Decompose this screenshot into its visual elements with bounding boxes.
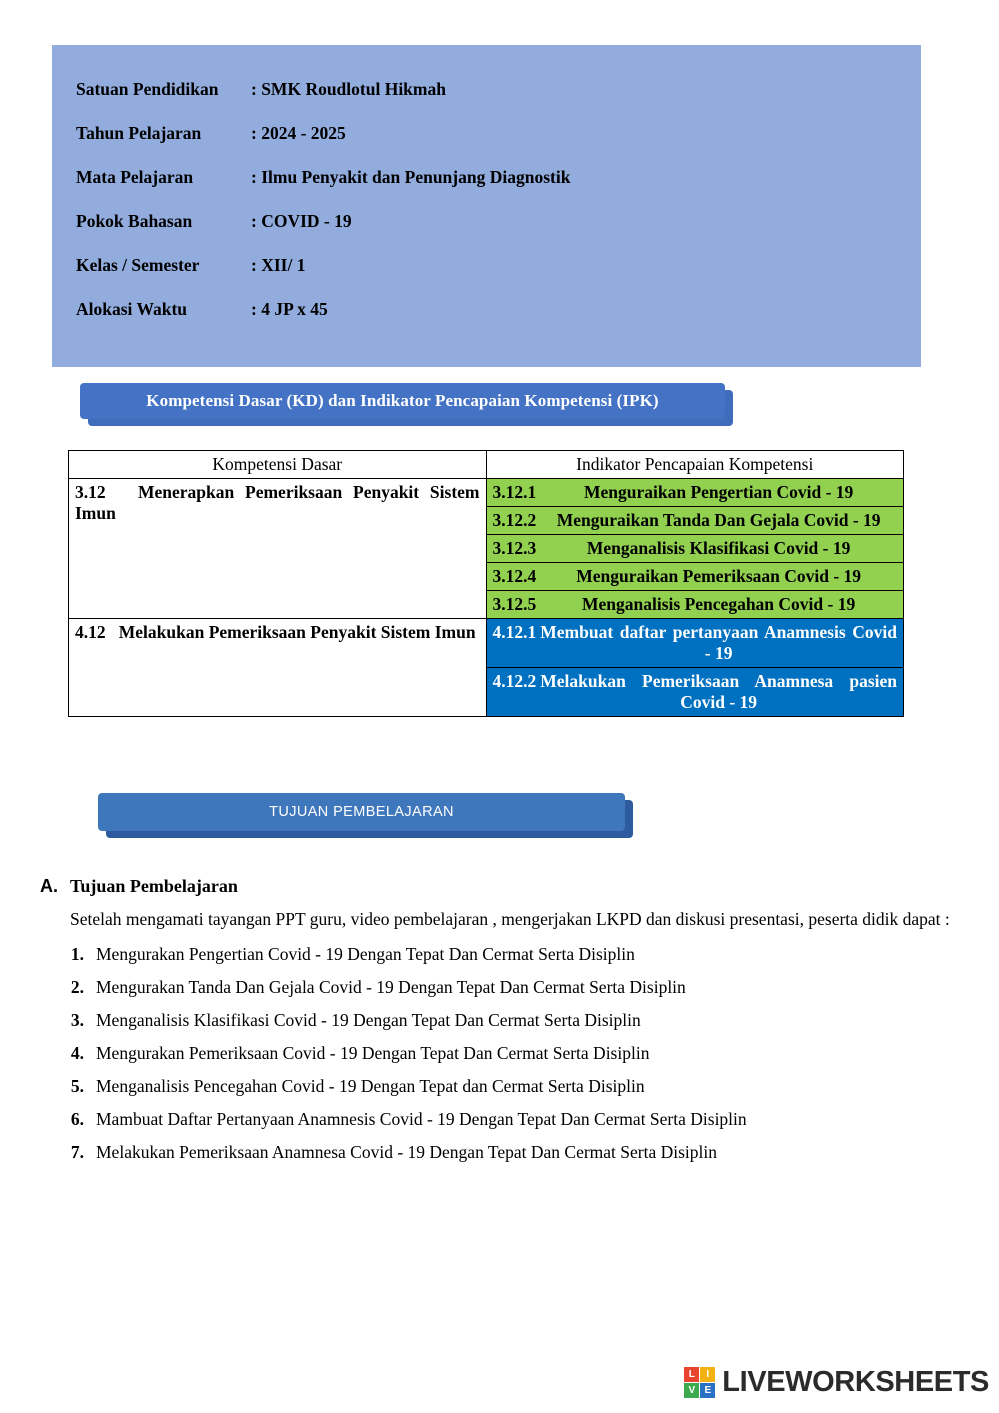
info-label: Satuan Pendidikan xyxy=(76,79,219,99)
info-row xyxy=(76,123,921,144)
info-row xyxy=(76,79,921,100)
liveworksheets-mark-icon xyxy=(684,1367,715,1398)
ipk-code: 4.12.1 xyxy=(492,622,537,642)
ipk-code: 3.12.4 xyxy=(492,566,537,586)
header-info-box xyxy=(52,45,921,367)
list-item-number: 7. xyxy=(70,1142,84,1163)
section-letter: A. xyxy=(40,876,58,896)
list-item-label: Menganalisis Klasifikasi Covid - 19 Dengan Tepat Dan Cermat Serta Disiplin xyxy=(96,1010,641,1031)
page-title: Tujuan Pembelajaran xyxy=(70,876,238,896)
list-item-label: Mengurakan Pemeriksaan Covid - 19 Dengan Tepat Dan Cermat Serta Disiplin xyxy=(96,1043,650,1064)
info-label: Pokok Bahasan xyxy=(76,211,193,231)
list-item-label: Melakukan Pemeriksaan Anamnesa Covid - 19 Dengan Tepat Dan Cermat Serta Disiplin xyxy=(96,1142,718,1163)
list-item xyxy=(40,1109,950,1130)
info-value: : 2024 - 2025 xyxy=(251,123,346,143)
info-row xyxy=(76,211,921,232)
ipk-cell xyxy=(486,507,904,535)
ipk-text: Menganalisis Klasifikasi Covid - 19 xyxy=(586,538,851,558)
ipk-text: Melakukan Pemeriksaan Anamnesa pasien Covid - 19 xyxy=(540,671,897,712)
list-item-label: Mengurakan Tanda Dan Gejala Covid - 19 Dengan Tepat Dan Cermat Serta Disiplin xyxy=(96,977,686,998)
ipk-cell xyxy=(486,619,904,668)
info-label: Tahun Pelajaran xyxy=(76,123,202,143)
ipk-cell xyxy=(486,479,904,507)
info-row xyxy=(76,167,921,188)
list-item-label: Menganalisis Pencegahan Covid - 19 Dengan Tepat dan Cermat Serta Disiplin xyxy=(96,1076,645,1097)
ipk-code: 4.12.2 xyxy=(492,671,537,691)
tujuan-section xyxy=(40,876,950,1175)
ipk-text: Menguraikan Pemeriksaan Covid - 19 xyxy=(576,566,862,586)
ipk-text: Menguraikan Tanda Dan Gejala Covid - 19 xyxy=(556,510,881,530)
logo-tile-e: E xyxy=(700,1383,715,1398)
list-item xyxy=(40,1010,950,1031)
column-header-ipk: Indikator Pencapaian Kompetensi xyxy=(486,451,904,479)
info-value: : 4 JP x 45 xyxy=(251,299,328,319)
info-label: Mata Pelajaran xyxy=(76,167,194,187)
list-item-number: 3. xyxy=(70,1010,84,1031)
info-value: : SMK Roudlotul Hikmah xyxy=(251,79,446,99)
banner-tujuan-pembelajaran xyxy=(98,793,625,831)
banner-body xyxy=(80,383,725,419)
kd-number: 3.12 xyxy=(75,482,106,502)
logo-tile-v: V xyxy=(684,1383,699,1398)
list-item-label: Mengurakan Pengertian Covid - 19 Dengan Tepat Dan Cermat Serta Disiplin xyxy=(96,944,635,965)
ipk-code: 3.12.1 xyxy=(492,482,537,502)
liveworksheets-logo xyxy=(684,1366,989,1399)
ipk-code: 3.12.2 xyxy=(492,510,537,530)
ipk-text: Menguraikan Pengertian Covid - 19 xyxy=(583,482,854,502)
list-item-number: 1. xyxy=(70,944,84,965)
banner-label: Kompetensi Dasar (KD) dan Indikator Pencapaian Kompetensi (IPK) xyxy=(146,391,659,410)
list-item xyxy=(40,1076,950,1097)
info-label: Kelas / Semester xyxy=(76,255,200,275)
tujuan-list xyxy=(40,944,950,1163)
list-item xyxy=(40,1142,950,1163)
ipk-text: Menganalisis Pencegahan Covid - 19 xyxy=(582,594,856,614)
list-item-number: 2. xyxy=(70,977,84,998)
logo-tile-i: I xyxy=(700,1367,715,1382)
list-item xyxy=(40,944,950,965)
ipk-cell xyxy=(486,563,904,591)
table-row xyxy=(69,619,904,668)
info-row xyxy=(76,255,921,276)
tujuan-intro: Setelah mengamati tayangan PPT guru, video pembelajaran , mengerjakan LKPD dan diskusi presentasi, peserta didik dapat : xyxy=(70,909,950,929)
ipk-cell xyxy=(486,591,904,619)
column-header-kd: Kompetensi Dasar xyxy=(69,451,487,479)
list-item xyxy=(40,1043,950,1064)
list-item xyxy=(40,977,950,998)
ipk-code: 3.12.5 xyxy=(492,594,537,614)
kd-cell xyxy=(69,479,487,619)
ipk-cell xyxy=(486,535,904,563)
list-item-number: 4. xyxy=(70,1043,84,1064)
ipk-code: 3.12.3 xyxy=(492,538,537,558)
info-row xyxy=(76,299,921,320)
info-value: : COVID - 19 xyxy=(251,211,352,231)
table-row xyxy=(69,479,904,507)
info-value: : XII/ 1 xyxy=(251,255,306,275)
kd-cell xyxy=(69,619,487,717)
table-header-row xyxy=(69,451,904,479)
logo-tile-l: L xyxy=(684,1367,699,1382)
kd-ipk-table xyxy=(68,450,904,717)
kd-text: Menerapkan Pemeriksaan Penyakit Sistem Imun xyxy=(75,482,480,523)
info-label: Alokasi Waktu xyxy=(76,299,188,319)
kd-number: 4.12 xyxy=(75,622,106,642)
section-heading xyxy=(40,876,950,897)
list-item-number: 6. xyxy=(70,1109,84,1130)
kd-text: Melakukan Pemeriksaan Penyakit Sistem Imun xyxy=(118,622,476,642)
banner-label: TUJUAN PEMBELAJARAN xyxy=(269,804,454,820)
list-item-label: Mambuat Daftar Pertanyaan Anamnesis Covid - 19 Dengan Tepat Dan Cermat Serta Disiplin xyxy=(96,1109,747,1130)
info-value: : Ilmu Penyakit dan Penunjang Diagnostik xyxy=(251,167,571,187)
ipk-cell xyxy=(486,668,904,717)
list-item-number: 5. xyxy=(70,1076,84,1097)
logo-wordmark: LIVEWORKSHEETS xyxy=(722,1366,989,1398)
ipk-text: Membuat daftar pertanyaan Anamnesis Covid - 19 xyxy=(540,622,897,663)
banner-kompetensi-dasar xyxy=(80,383,725,419)
banner-body xyxy=(98,793,625,831)
